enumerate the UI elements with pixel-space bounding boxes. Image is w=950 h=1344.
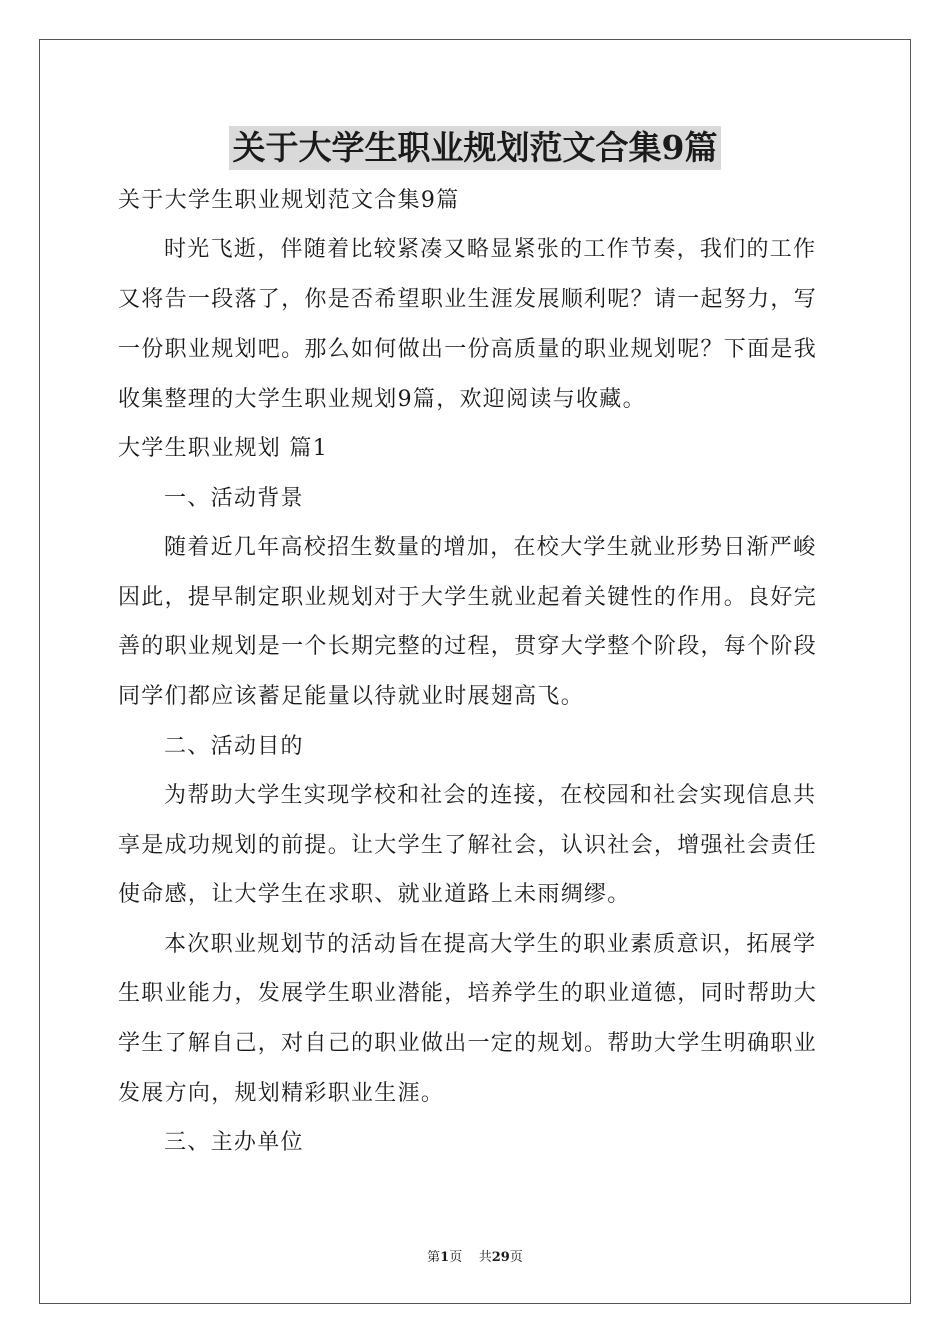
footer-total-suffix: 页 (509, 1250, 523, 1265)
page-footer (0, 1249, 950, 1267)
intro-line-1: 时光飞逝，伴随着比较紧凑又略显紧张的工作节奏，我们的工作 (164, 237, 817, 262)
heading-purpose: 二、活动目的 (164, 734, 304, 759)
para3-line-1: 本次职业规划节的活动旨在提高大学生的职业素质意识，拓展学 (164, 932, 817, 957)
para3-line-3: 学生了解自己，对自己的职业做出一定的规划。帮助大学生明确职业 (118, 1031, 818, 1056)
document-title: 关于大学生职业规划范文合集9篇 (229, 126, 722, 170)
intro-line-2: 又将告一段落了，你是否希望职业生涯发展顺利呢？请一起努力，写 (118, 287, 818, 312)
para3-line-2: 生职业能力，发展学生职业潜能，培养学生的职业道德，同时帮助大 (118, 981, 818, 1006)
para2-line-2: 享是成功规划的前提。让大学生了解社会，认识社会，增强社会责任 (118, 833, 818, 858)
para1-line-1: 随着近几年高校招生数量的增加，在校大学生就业形势日渐严峻 (164, 535, 817, 560)
para2-line-1: 为帮助大学生实现学校和社会的连接，在校园和社会实现信息共 (164, 783, 817, 808)
para3-line-4: 发展方向，规划精彩职业生涯。 (118, 1081, 445, 1106)
para2-line-3: 使命感，让大学生在求职、就业道路上未雨绸缪。 (118, 882, 631, 907)
heading-background: 一、活动背景 (164, 486, 304, 511)
footer-total-pages: 29 (491, 1250, 510, 1265)
footer-gap (462, 1250, 479, 1265)
heading-organizer: 三、主办单位 (164, 1130, 304, 1155)
document-subtitle: 关于大学生职业规划范文合集9篇 (118, 188, 460, 213)
footer-total-prefix: 共 (478, 1250, 492, 1265)
footer-page-number: 1 (440, 1250, 450, 1265)
footer-page-suffix: 页 (449, 1250, 463, 1265)
page-border (39, 39, 911, 1304)
footer-page-prefix: 第 (427, 1250, 441, 1265)
para1-line-4: 同学们都应该蓄足能量以待就业时展翅高飞。 (118, 684, 585, 709)
intro-line-3: 一份职业规划吧。那么如何做出一份高质量的职业规划呢？下面是我 (118, 337, 818, 362)
para1-line-3: 善的职业规划是一个长期完整的过程，贯穿大学整个阶段，每个阶段 (118, 634, 818, 659)
para1-line-2: 因此，提早制定职业规划对于大学生就业起着关键性的作用。良好完 (118, 585, 818, 610)
section-title: 大学生职业规划 篇1 (118, 436, 328, 461)
intro-line-4: 收集整理的大学生职业规划9篇，欢迎阅读与收藏。 (118, 387, 646, 412)
title-wrap (0, 126, 950, 170)
